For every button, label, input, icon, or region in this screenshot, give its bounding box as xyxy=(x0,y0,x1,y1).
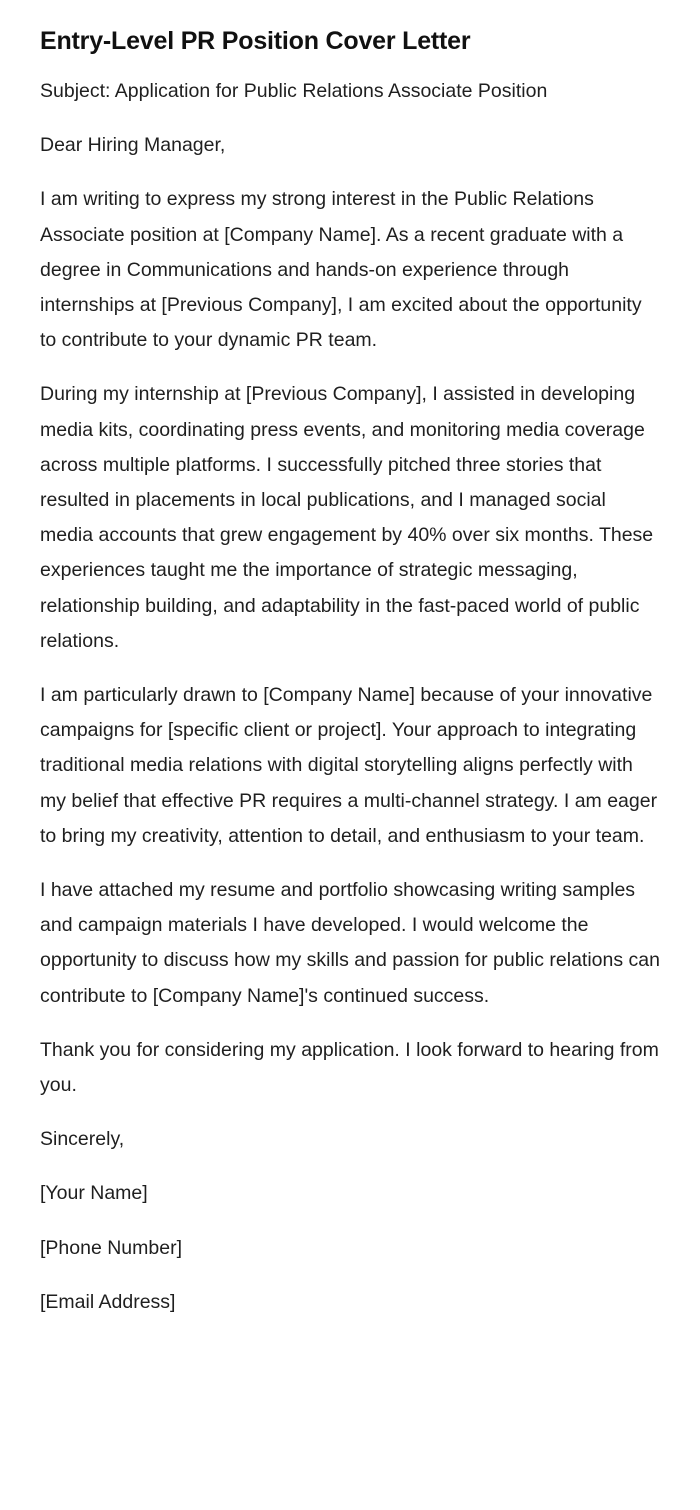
signature-phone: [Phone Number] xyxy=(40,1236,182,1259)
body-paragraph-thanks: Thank you for considering my application. I look forward to hearing from you. xyxy=(40,1038,659,1097)
document-title: Entry-Level PR Position Cover Letter xyxy=(40,27,471,55)
closing: Sincerely, xyxy=(40,1128,125,1151)
body-paragraph-intro: I am writing to express my strong interest in the Public Relations Associate position at [Company Name]. As a recent graduate with a degree in Communications and hands-on experience through internships at [Previous Company], I am excited about the opportunity to contribute to your dynamic PR team. xyxy=(40,188,642,352)
body-paragraph-company-interest: I am particularly drawn to [Company Name] because of your innovative campaigns for [specific client or project]. Your approach to integrating traditional media relations with digital storytelling aligns perfectly with my belief that effective PR requires a multi-channel strategy. I am eager to bring my creativity, attention to detail, and enthusiasm to your team. xyxy=(40,684,658,847)
signature-name: [Your Name] xyxy=(40,1182,148,1205)
body-paragraph-experience: During my internship at [Previous Company], I assisted in developing media kits, coordinating press events, and monitoring media coverage across multiple platforms. I successfully pitched three stories that resulted in placements in local publications, and I managed social media accounts that grew engagement by 40% over six months. These experiences taught me the importance of strategic messaging, relationship building, and adaptability in the fast-paced world of public relations. xyxy=(40,383,654,652)
salutation: Dear Hiring Manager, xyxy=(40,134,226,157)
subject-line: Subject: Application for Public Relations Associate Position xyxy=(40,80,548,102)
signature-email: [Email Address] xyxy=(40,1290,176,1313)
body-paragraph-attachments: I have attached my resume and portfolio showcasing writing samples and campaign materials I have developed. I would welcome the opportunity to discuss how my skills and passion for public relations can contribute to [Company Name]'s continued success. xyxy=(40,879,660,1007)
